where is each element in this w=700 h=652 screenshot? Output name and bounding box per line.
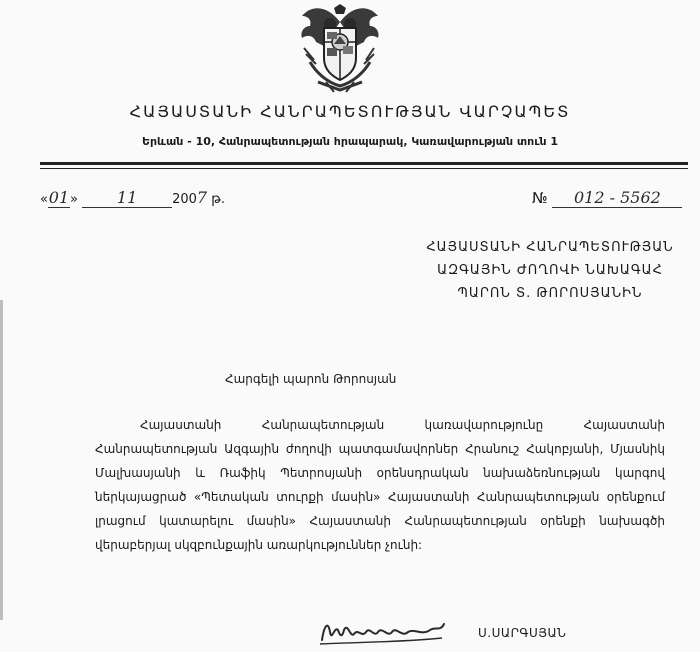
scan-edge — [0, 300, 3, 620]
date-year-prefix: 200 — [172, 192, 197, 207]
government-address: Երևան - 10, Հանրապետության հրապարակ, Կառավարության տուն 1 — [141, 135, 559, 148]
date-year-suffix: թ. — [211, 192, 225, 207]
header-rule — [40, 162, 688, 165]
salutation: Հարգելի պարոն Թորոսյան — [225, 372, 397, 386]
signer-name: Ս.ՍԱՐԳՍՅԱՆ — [478, 626, 567, 640]
addressee-line: ՀԱՅԱՍՏԱՆԻ ՀԱՆՐԱՊԵՏՈՒԹՅԱՆ — [426, 240, 674, 255]
coat-of-arms-icon — [290, 2, 390, 94]
date-month: 11 — [82, 188, 172, 208]
date-day: 01 — [48, 188, 70, 207]
number-sign: № — [532, 189, 548, 207]
document-number — [532, 188, 682, 208]
government-title: ՀԱՅԱՍՏԱՆԻ ՀԱՆՐԱՊԵՏՈՒԹՅԱՆ ՎԱՐՉԱՊԵՏ — [129, 102, 571, 121]
addressee-line: ԱԶԳԱՅԻՆ ԺՈՂՈՎԻ ՆԱԽԱԳԱՀ — [437, 263, 663, 278]
quote-close: » — [69, 192, 78, 207]
body-paragraph: Հայաստանի Հանրապետության կառավարությունը Հայաստանի Հանրապետության Ազգային ժողովի պատգամավորներ Հրանուշ Հակոբյանի, Մյասնիկ Մալխասյանի և Ռաֆիկ Պետրոսյանի օրենսդրական նախաձեռնության կարգով ներկայացրած «Պետական տուրքի մասին» Հայաստանի Հանրապետության օրենքում լրացում կատարելու մասին» Հայաստանի Հանրապետության օրենքի նախագծի վերաբերյալ սկզբունքային առարկություններ չունի: — [95, 418, 665, 552]
addressee-block — [415, 236, 685, 305]
signature-icon — [318, 612, 448, 648]
addressee-line: ՊԱՐՈՆ Տ. ԹՈՐՈՍՅԱՆԻՆ — [457, 286, 643, 301]
header-rule-thin — [40, 168, 688, 169]
number-value: 012 - 5562 — [552, 188, 682, 208]
date-year-digit: 7 — [196, 188, 208, 207]
quote-open: « — [40, 192, 48, 207]
date-line — [40, 188, 225, 208]
